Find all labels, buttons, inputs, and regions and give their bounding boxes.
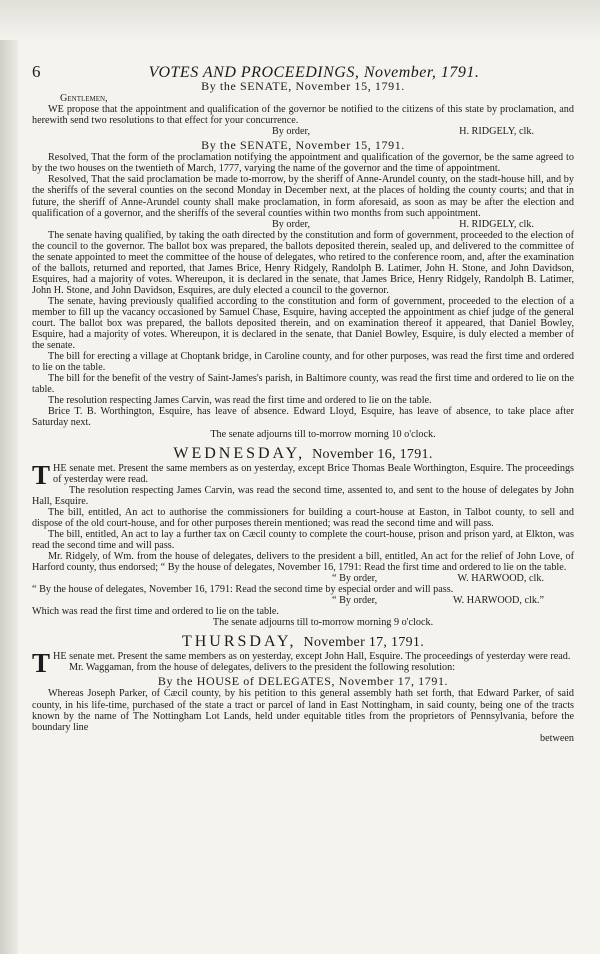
by-order-text: By order,	[272, 126, 311, 138]
drop-cap: T	[32, 459, 51, 490]
signature-line	[32, 219, 574, 230]
senate-heading-1: By the SENATE, November 15, 1791.	[201, 79, 405, 94]
caecil-tax-bill-paragraph: The bill, entitled, An act to lay a further tax on Cæcil county to complete the court-house, prison and prison yard, at Elkton, was read the second time and will pass.	[32, 528, 574, 551]
salutation: Gentlemen,	[60, 93, 108, 105]
by-order-text: By order,	[272, 218, 311, 230]
drop-cap: T	[32, 648, 51, 679]
senate-heading-2: By the SENATE, November 15, 1791.	[201, 138, 405, 153]
day-date: November 16, 1791.	[312, 446, 433, 462]
catchword: between	[540, 732, 574, 744]
vestry-bill-paragraph: The bill for the benefit of the vestry of Saint-James's parish, in Baltimore county, was read the first time and ordered to lie on the table.	[32, 373, 574, 396]
opening-text: HE senate met. Present the same members as on yesterday, except Brice Thomas Beale Worthington, Esquire. The proceedings of yesterday were read.	[53, 462, 574, 485]
first-reading-paragraph: Which was read the first time and ordered to lie on the table.	[32, 606, 279, 618]
signer-name: H. RIDGELY, clk.	[459, 126, 534, 138]
signature-line	[32, 126, 574, 137]
running-title: VOTES AND PROCEEDINGS, November, 1791.	[148, 64, 480, 81]
senate-election-paragraph: The senate, having previously qualified according to the constitution and form of government, proceeded to the election of a member to fill up the vacancy occasioned by Samuel Chase, Esquire, having accepted the appointment as chief judge of the general court. The ballot box was prepared, the ballots deposited therein, and on examination thereof it appeared, that Daniel Bowley, Esquire, had a majority of votes. Whereupon, it is declared in the senate, that Daniel Bowley, Esquire, is duly elected a member of the senate.	[32, 295, 574, 352]
delegates-heading: By the HOUSE of DELEGATES, November 17, 1791.	[157, 674, 449, 689]
signer-name: W. HARWOOD, clk.	[457, 573, 544, 585]
signature-line	[32, 573, 574, 584]
resolution-2: Resolved, That the said proclamation be made to-morrow, by the sheriff of Anne-Arundel county, on the stadt-house hill, and by the sheriffs of the several counties on the second Monday in December next, at the places of holding the county courts; and that in future, the sheriff of Anne-Arundel county shall make proclamation, in form aforesaid, as soon as may be after the election and qualification of a governor, and the sheriffs of the several counties within two months from such appointment.	[32, 174, 574, 219]
council-election-paragraph: The senate having qualified, by taking the oath directed by the constitution and form of government, proceeded to the election of the council to the governor. The ballot box was prepared, the ballots deposited therein, sealed up, and delivered to the committee of the senate appointed to meet the committee of the house of delegates, who retired to the conference room, and, after the examination of the ballots, returned and reported, that James Brice, Henry Ridgely, Randolph B. Latimer, John H. Stone, and John Davidson, Esquires, had a majority of votes. Whereupon, it is declared in the senate, that James Brice, Henry Ridgely, Randolph B. Latimer, John H. Stone, and John Davidson, Esquires, are duly elected a council to the governor.	[32, 229, 574, 296]
opening-paragraph	[32, 459, 574, 490]
signer-name: H. RIDGELY, clk.	[459, 218, 534, 230]
page-binding-shadow	[0, 0, 18, 954]
day-date: November 17, 1791.	[303, 635, 425, 651]
carvin-second-reading: The resolution respecting James Carvin, was read the second time, assented to, and sent to the house of delegates by John Hall, Esquire.	[32, 484, 574, 507]
parker-petition-paragraph: Whereas Joseph Parker, of Cæcil county, by his petition to this general assembly hath set forth, that Edward Parker, of said county, in his life-time, purchased of the state a tract or parcel of land in East Nottingham, in said county, being one of the tracts known by the name of The Nottingham Lot Lands, held under equitable titles from the proprietors of Pennsylvania, before the boundary line	[32, 688, 574, 733]
carvin-resolution-paragraph: The resolution respecting James Carvin, was read the first time and ordered to lie on the table.	[48, 395, 432, 407]
love-relief-bill-paragraph: Mr. Ridgely, of Wm. from the house of delegates, delivers to the president a bill, entitled, An act for the relief of John Love, of Harford county, thus endorsed; “ By the house of delegates, November 16, 1791: Read the first time and ordered to lie on the table.	[32, 550, 574, 574]
waggaman-paragraph: Mr. Waggaman, from the house of delegates, delivers to the president the following resolution:	[69, 662, 456, 674]
signature-line	[32, 595, 574, 606]
page-content	[32, 62, 574, 744]
day-name: THURSDAY,	[181, 633, 297, 651]
leave-of-absence-paragraph: Brice T. B. Worthington, Esquire, has leave of absence. Edward Lloyd, Esquire, has leave of absence, to take place after Saturday next.	[32, 406, 574, 429]
by-order-text: “ By order,	[332, 595, 378, 607]
resolution-1: Resolved, That the form of the proclamation notifying the appointment and qualification of the governor, be the same agreed to by the two houses on the twentieth of March, 1777, varying the name of the governor and the time of appointment.	[32, 152, 574, 175]
page-number: 6	[32, 62, 41, 81]
easton-bill-paragraph: The bill, entitled, An act to authorise the commissioners for building a court-house at Easton, in Talbot county, to sell and dispose of the old court-house, and for other purposes therein mentioned; was read the second time and will pass.	[32, 506, 574, 529]
page-top-shadow	[0, 0, 600, 40]
signer-name: W. HARWOOD, clk.”	[452, 595, 544, 607]
thursday-heading	[32, 633, 574, 651]
opening-text: HE senate met. Present the same members as on yesterday, except John Hall, Esquire. The proceedings of yesterday were read.	[53, 651, 571, 663]
adjournment-line: The senate adjourns till to-morrow morning 10 o'clock.	[210, 428, 436, 440]
by-order-text: “ By order,	[332, 573, 378, 585]
running-head	[32, 62, 574, 81]
wednesday-heading	[32, 444, 574, 462]
endorsement-paragraph: “ By the house of delegates, November 16, 1791: Read the second time by especial order and will pass.	[32, 584, 454, 596]
choptank-bill-paragraph: The bill for erecting a village at Choptank bridge, in Caroline county, and for other purposes, was read the first time and ordered to lie on the table.	[32, 351, 574, 374]
adjournment-line: The senate adjourns till to-morrow morning 9 o'clock.	[212, 617, 434, 629]
day-name: WEDNESDAY,	[173, 444, 306, 462]
message-paragraph: WE propose that the appointment and qualification of the governor be notified to the citizens of this state by proclamation, and herewith send two resolutions to that effect for your concurrence.	[32, 104, 574, 127]
